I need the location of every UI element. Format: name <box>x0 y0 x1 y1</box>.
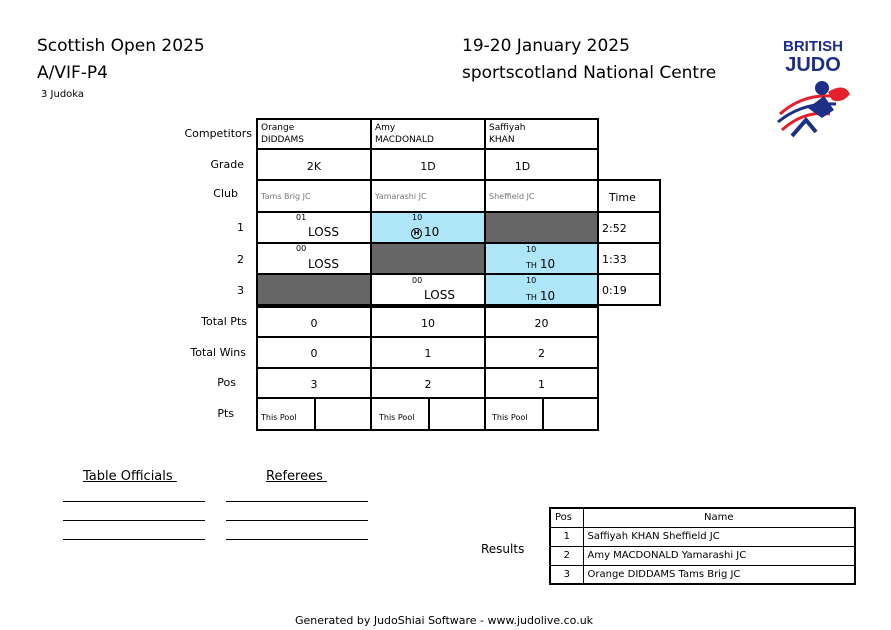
label-pos: Pos <box>217 376 236 389</box>
label-row-3: 3 <box>237 284 244 297</box>
competitor-2-last: MACDONALD <box>375 135 434 145</box>
club-cell-1 <box>256 179 372 213</box>
grade-1: 2K <box>306 160 322 173</box>
score-top: 01 <box>296 213 307 222</box>
grade-3: 1D <box>514 160 531 173</box>
club-2: Yamarashi JC <box>375 192 427 201</box>
competitor-1-last: DIDDAMS <box>261 135 304 145</box>
results-header-row <box>550 508 855 527</box>
time-3: 0:19 <box>602 284 627 297</box>
score-top: 00 <box>296 244 307 253</box>
table-officials-title: Table Officials <box>83 469 177 484</box>
score-mark: TH <box>526 293 537 302</box>
club-cell-2 <box>370 179 486 213</box>
match-r1-c1 <box>256 211 372 244</box>
pts-cell-3 <box>484 397 599 431</box>
hansoku-mark-icon: H <box>411 228 422 239</box>
total-pts-cell-1 <box>256 306 372 338</box>
pts-cell-1 <box>256 397 372 431</box>
label-competitors: Competitors <box>184 127 252 140</box>
this-pool-label-3: This Pool <box>492 413 528 422</box>
grade-cell-3 <box>484 148 599 181</box>
total-wins-cell-3 <box>484 336 599 369</box>
competitor-1-first: Orange <box>261 123 295 133</box>
time-cell-3 <box>597 273 661 306</box>
table-row <box>550 546 855 565</box>
judoka-count: 3 Judoka <box>41 89 85 100</box>
competitor-3-first: Saffiyah <box>489 123 526 133</box>
label-grade: Grade <box>210 158 244 171</box>
logo-line1: BRITISH <box>783 38 843 55</box>
club-3: Sheffield JC <box>489 192 535 201</box>
time-header-cell <box>597 179 661 213</box>
pos-cell-1 <box>256 367 372 399</box>
match-r2-c2-blocked <box>370 242 486 275</box>
score-mark: TH <box>526 261 537 270</box>
this-pool-label-1: This Pool <box>261 413 297 422</box>
pts-divider <box>542 399 544 429</box>
pos-cell-2 <box>370 367 486 399</box>
label-pts: Pts <box>217 407 234 420</box>
grade-cell-1 <box>256 148 372 181</box>
pos-3: 1 <box>538 378 545 391</box>
british-judo-logo <box>772 38 854 146</box>
signature-line <box>226 520 368 521</box>
table-row <box>550 565 855 584</box>
label-row-1: 1 <box>237 221 244 234</box>
table-row <box>550 527 855 546</box>
results-header-name: Name <box>583 508 855 527</box>
pts-divider <box>428 399 430 429</box>
score-result: LOSS <box>308 257 339 271</box>
score-top: 10 <box>526 245 537 254</box>
pos-1: 3 <box>310 378 318 391</box>
total-wins-1: 0 <box>310 347 318 360</box>
time-2: 1:33 <box>602 253 627 266</box>
grade-2: 1D <box>420 160 436 173</box>
total-pts-cell-2 <box>370 306 486 338</box>
judo-figure-icon <box>772 74 854 140</box>
total-pts-1: 0 <box>310 317 318 330</box>
total-wins-3: 2 <box>538 347 545 360</box>
total-pts-3: 20 <box>534 317 549 330</box>
score-result: 10 <box>539 289 556 303</box>
results-table <box>549 507 856 585</box>
total-pts-2: 10 <box>421 317 435 330</box>
total-wins-2: 1 <box>424 347 432 360</box>
signature-line <box>63 520 205 521</box>
competitor-2-first: Amy <box>375 123 396 133</box>
signature-line <box>63 501 205 502</box>
total-pts-cell-3 <box>484 306 599 338</box>
result-pos: 2 <box>550 546 583 565</box>
signature-line <box>226 501 368 502</box>
result-name: Orange DIDDAMS Tams Brig JC <box>583 565 855 584</box>
match-r3-c3 <box>484 273 599 306</box>
competitor-1-cell <box>256 118 372 150</box>
label-club: Club <box>213 187 238 200</box>
label-row-2: 2 <box>237 253 244 266</box>
signature-line <box>226 539 368 540</box>
score-top: 00 <box>412 276 423 285</box>
time-1: 2:52 <box>602 222 627 235</box>
result-pos: 1 <box>550 527 583 546</box>
pool-code: A/VIF-P4 <box>37 63 108 83</box>
score-result: LOSS <box>424 288 455 302</box>
result-name: Amy MACDONALD Yamarashi JC <box>583 546 855 565</box>
label-total-wins: Total Wins <box>190 346 246 359</box>
this-pool-label-2: This Pool <box>379 413 415 422</box>
result-pos: 3 <box>550 565 583 584</box>
event-date: 19-20 January 2025 <box>462 36 630 56</box>
referees-title: Referees <box>266 469 327 484</box>
footer-credit: Generated by JudoShiai Software - www.judolive.co.uk <box>295 614 594 627</box>
competitor-2-cell <box>370 118 486 150</box>
results-label: Results <box>481 542 525 556</box>
pts-divider <box>314 399 316 429</box>
match-r1-c3-blocked <box>484 211 599 244</box>
competitor-3-last: KHAN <box>489 135 515 145</box>
logo-line2: JUDO <box>785 54 841 76</box>
results-header-pos: Pos <box>550 508 583 527</box>
score-top: 10 <box>526 276 537 285</box>
time-header: Time <box>609 191 636 204</box>
pos-cell-3 <box>484 367 599 399</box>
match-r2-c1 <box>256 242 372 275</box>
result-name: Saffiyah KHAN Sheffield JC <box>583 527 855 546</box>
time-cell-2 <box>597 242 661 275</box>
match-r3-c2 <box>370 273 486 306</box>
total-wins-cell-1 <box>256 336 372 369</box>
score-result: 10 <box>424 225 440 239</box>
match-r1-c2 <box>370 211 486 244</box>
club-1: Tams Brig JC <box>261 192 311 201</box>
match-r3-c1-blocked <box>256 273 372 306</box>
signature-line <box>63 539 205 540</box>
pos-2: 2 <box>424 378 432 391</box>
label-total-pts: Total Pts <box>201 315 247 328</box>
club-cell-3 <box>484 179 599 213</box>
score-result: LOSS <box>308 225 339 239</box>
event-venue: sportscotland National Centre <box>462 63 717 83</box>
event-title: Scottish Open 2025 <box>37 36 205 56</box>
score-result: 10 <box>539 257 556 271</box>
time-cell-1 <box>597 211 661 244</box>
score-top: 10 <box>412 213 423 222</box>
total-wins-cell-2 <box>370 336 486 369</box>
competitor-3-cell <box>484 118 599 150</box>
match-r2-c3 <box>484 242 599 275</box>
pts-cell-2 <box>370 397 486 431</box>
